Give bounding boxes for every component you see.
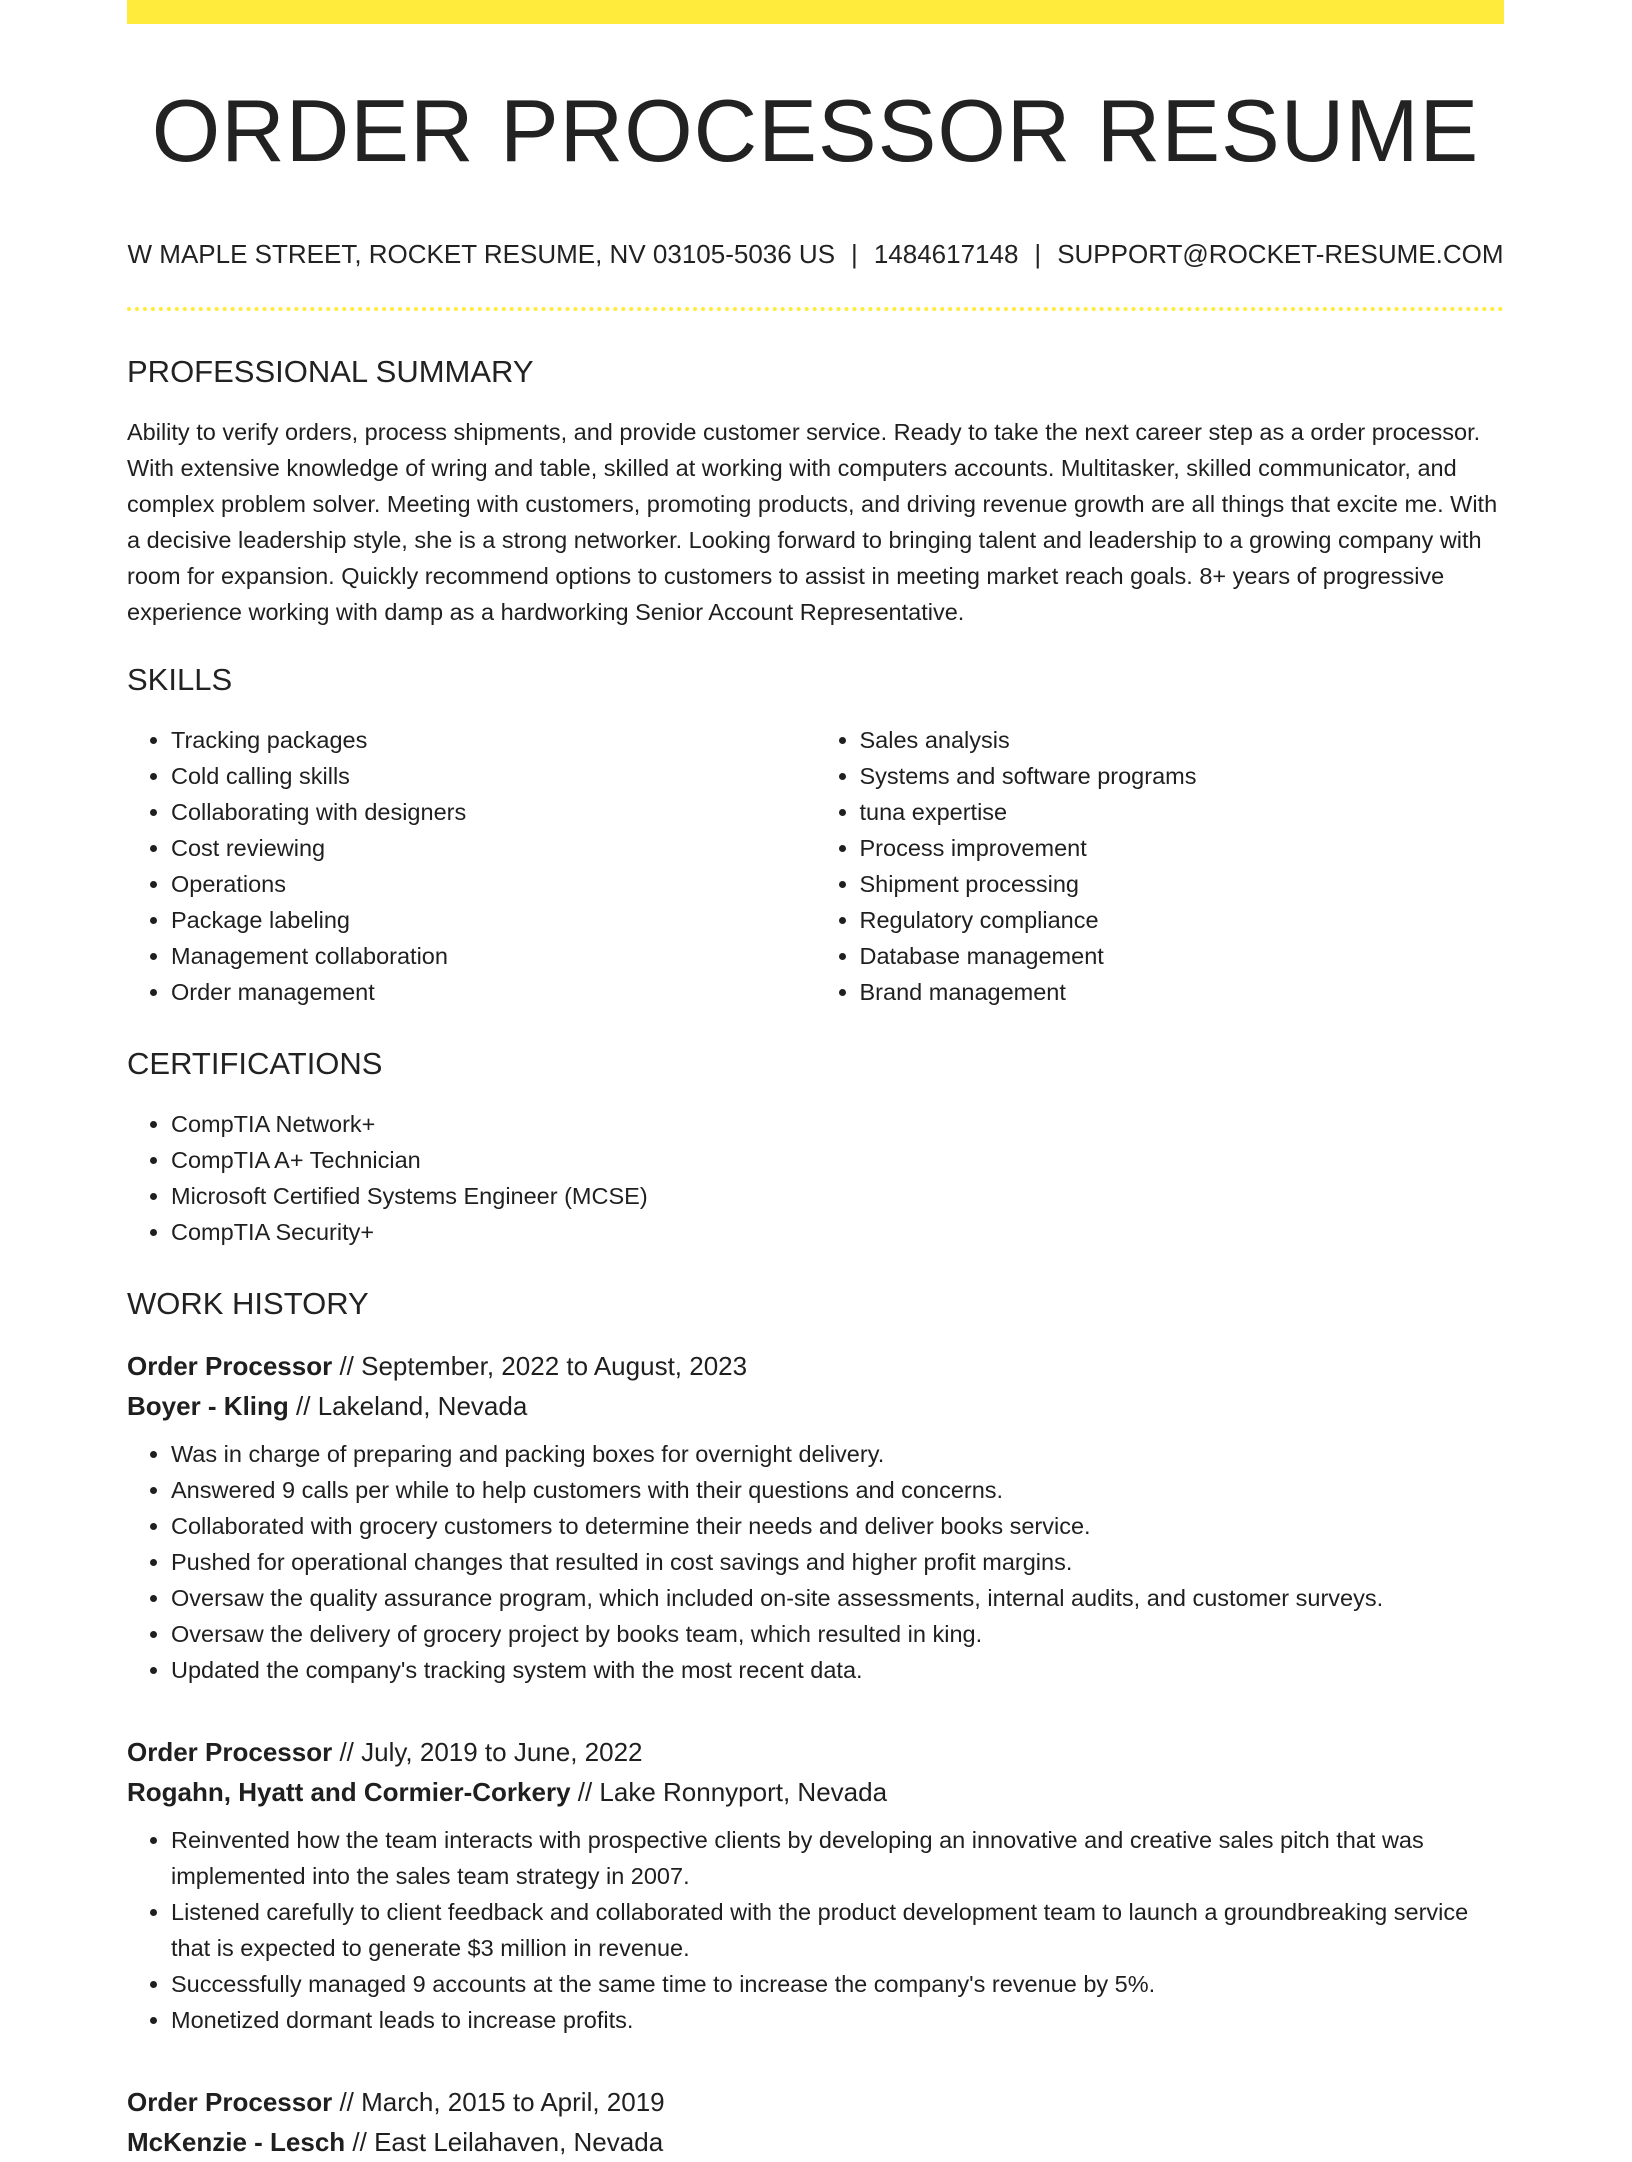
summary-text: Ability to verify orders, process shipments, and provide customer service. Ready to take the next career step as a order processor. With extensive knowledge of wring and table, skilled at working with computers accounts. Multitasker, skilled communicator, and complex problem solver. Meeting with customers, promoting products, and driving revenue growth are all things that excite me. With a decisive leadership style, she is a strong networker. Looking forward to bringing talent and leadership to a growing company with room for expansion. Quickly recommend options to customers to assist in meeting market reach goals. 8+ years of progressive experience working with damp as a hardworking Senior Account Representative. xyxy=(127,419,1498,625)
separator: | xyxy=(1034,239,1042,269)
job-dates: // September, 2022 to August, 2023 xyxy=(332,1351,748,1381)
skill-item: • Sales analysis xyxy=(860,722,1505,758)
job-bullet: • Was in charge of preparing and packing boxes for overnight delivery. xyxy=(171,1436,1504,1472)
contact-line xyxy=(127,236,1504,272)
job-entry xyxy=(127,1732,1504,2038)
skills-right-list xyxy=(816,722,1505,1010)
job-title-line xyxy=(127,1346,1504,1386)
job-bullets xyxy=(127,1822,1504,2038)
skill-item: • Shipment processing xyxy=(860,866,1505,902)
skill-item: • Database management xyxy=(860,938,1505,974)
job-company: Boyer - Kling xyxy=(127,1391,289,1421)
skill-item: • Process improvement xyxy=(860,830,1505,866)
job-title: Order Processor xyxy=(127,2087,333,2117)
certification-item: • Microsoft Certified Systems Engineer (MCSE) xyxy=(171,1178,1504,1214)
job-bullet: • Answered 9 calls per while to help customers with their questions and concerns. xyxy=(171,1472,1504,1508)
work-history-heading: WORK HISTORY xyxy=(127,1286,369,1321)
page-title: ORDER PROCESSOR RESUME xyxy=(151,81,1480,180)
skill-item: • Regulatory compliance xyxy=(860,902,1505,938)
job-title: Order Processor xyxy=(127,1737,333,1767)
job-bullet: • Updated the company's tracking system with the most recent data. xyxy=(171,1652,1504,1688)
job-company: Rogahn, Hyatt and Cormier-Corkery xyxy=(127,1777,571,1807)
job-bullet: • Collaborated with grocery customers to determine their needs and deliver books service. xyxy=(171,1508,1504,1544)
skill-item: • Order management xyxy=(171,974,816,1010)
job-bullet: • Oversaw the delivery of grocery project by books team, which resulted in king. xyxy=(171,1616,1504,1652)
skill-item: • tuna expertise xyxy=(860,794,1505,830)
skill-item: • Tracking packages xyxy=(171,722,816,758)
job-dates: // March, 2015 to April, 2019 xyxy=(332,2087,665,2117)
email[interactable]: SUPPORT@ROCKET-RESUME.COM xyxy=(1057,239,1504,269)
job-entry xyxy=(127,1346,1504,1688)
job-location: // Lake Ronnyport, Nevada xyxy=(570,1777,888,1807)
skills-grid xyxy=(127,722,1504,1010)
phone: 1484617148 xyxy=(873,239,1019,269)
resume-content xyxy=(127,352,1504,2162)
skill-item: • Cost reviewing xyxy=(171,830,816,866)
skills-heading: SKILLS xyxy=(127,662,233,697)
job-location: // Lakeland, Nevada xyxy=(288,1391,528,1421)
skill-item: • Brand management xyxy=(860,974,1505,1010)
separator: | xyxy=(851,239,858,269)
skill-item: • Operations xyxy=(171,866,816,902)
job-bullets xyxy=(127,1436,1504,1688)
skill-item: • Management collaboration xyxy=(171,938,816,974)
job-entry xyxy=(127,2082,1504,2162)
job-title-line xyxy=(127,1732,1504,1772)
skill-item: • Collaborating with designers xyxy=(171,794,816,830)
address: W MAPLE STREET, ROCKET RESUME, NV 03105-5036 US xyxy=(127,239,836,269)
skills-left-list xyxy=(127,722,816,1010)
certification-item: • CompTIA Security+ xyxy=(171,1214,1504,1250)
certification-item: • CompTIA A+ Technician xyxy=(171,1142,1504,1178)
dotted-divider xyxy=(127,307,1504,311)
job-company: McKenzie - Lesch xyxy=(127,2127,346,2157)
job-bullet: • Oversaw the quality assurance program, which included on-site assessments, internal audits, and customer surveys. xyxy=(171,1580,1504,1616)
job-bullet: • Successfully managed 9 accounts at the same time to increase the company's revenue by 5%. xyxy=(171,1966,1504,2002)
skill-item: • Cold calling skills xyxy=(171,758,816,794)
job-bullet: • Listened carefully to client feedback and collaborated with the product development team to launch a groundbreaking service that is expected to generate $3 million in revenue. xyxy=(171,1894,1504,1966)
skill-item: • Systems and software programs xyxy=(860,758,1505,794)
job-title-line xyxy=(127,2082,1504,2122)
certification-item: • CompTIA Network+ xyxy=(171,1106,1504,1142)
job-location: // East Leilahaven, Nevada xyxy=(345,2127,664,2157)
job-bullet: • Reinvented how the team interacts with prospective clients by developing an innovative and creative sales pitch that was implemented into the sales team strategy in 2007. xyxy=(171,1822,1504,1894)
accent-bar xyxy=(127,0,1504,24)
job-title: Order Processor xyxy=(127,1351,333,1381)
certifications-heading: CERTIFICATIONS xyxy=(127,1046,383,1081)
skill-item: • Package labeling xyxy=(171,902,816,938)
certifications-list xyxy=(127,1106,1504,1250)
job-company-line xyxy=(127,1386,1504,1426)
job-company-line xyxy=(127,1772,1504,1812)
job-company-line xyxy=(127,2122,1504,2162)
summary-heading: PROFESSIONAL SUMMARY xyxy=(127,354,534,389)
job-bullet: • Pushed for operational changes that resulted in cost savings and higher profit margins. xyxy=(171,1544,1504,1580)
job-dates: // July, 2019 to June, 2022 xyxy=(332,1737,643,1767)
job-bullet: • Monetized dormant leads to increase profits. xyxy=(171,2002,1504,2038)
